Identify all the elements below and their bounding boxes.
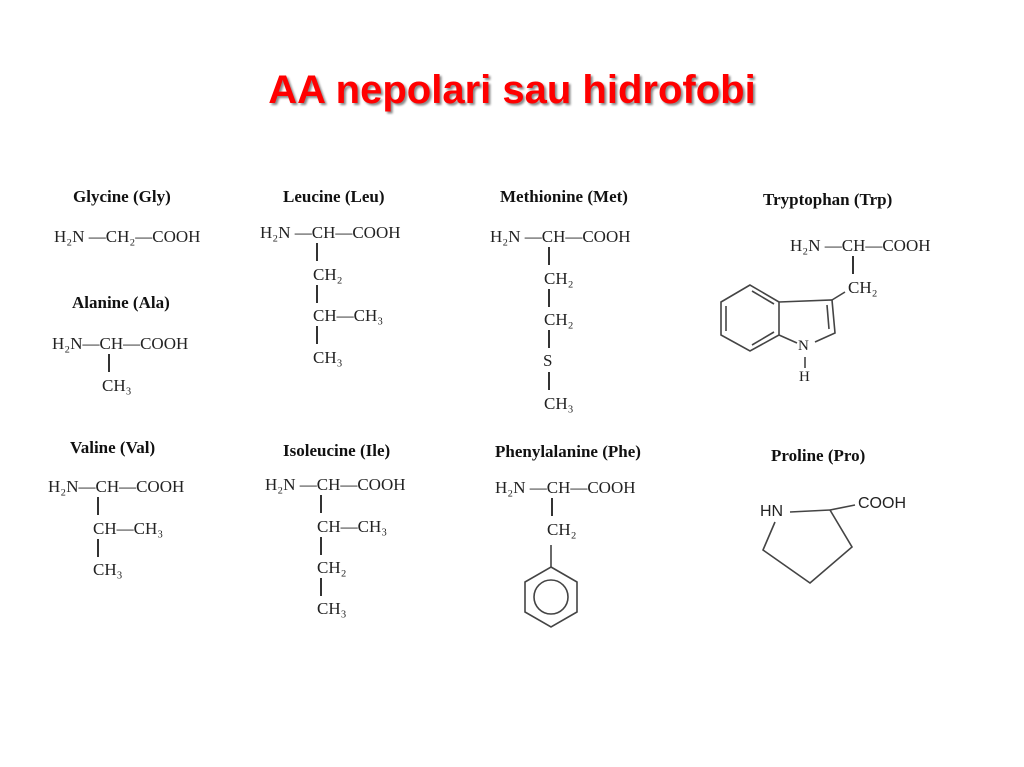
alanine-formula: H₂N—CH—COOH (52, 334, 189, 353)
phenylalanine-name: Phenylalanine (Phe) (495, 442, 641, 461)
bond (320, 578, 322, 596)
bond (97, 539, 99, 557)
proline-cooh: COOH (858, 495, 906, 512)
bond (320, 537, 322, 555)
glycine-formula: H₂N —CH₂—COOH (54, 227, 201, 246)
bond (548, 330, 550, 348)
tryptophan-name: Tryptophan (Trp) (763, 190, 893, 209)
bond (852, 256, 854, 274)
bond (548, 247, 550, 265)
bond (316, 326, 318, 344)
leucine-sidechain-2: CH—CH₃ (313, 306, 384, 325)
slide-title: AA nepolari sau hidrofobi (268, 68, 756, 112)
bond (320, 495, 322, 513)
valine-sidechain-1: CH—CH₃ (93, 519, 164, 538)
indole-ring-icon (721, 285, 845, 368)
isoleucine-formula: H₂N —CH—COOH (265, 475, 406, 494)
benzene-ring-icon (525, 545, 577, 627)
valine-name: Valine (Val) (70, 438, 156, 457)
methionine-sidechain-4: CH₃ (544, 394, 574, 413)
valine-sidechain-2: CH₃ (93, 560, 123, 579)
phenylalanine-formula: H₂N —CH—COOH (495, 478, 636, 497)
methionine-sidechain-2: CH₂ (544, 310, 574, 329)
bond (97, 497, 99, 515)
proline-nh: HN (760, 503, 784, 520)
leucine-sidechain-3: CH₃ (313, 348, 343, 367)
valine-formula: H₂N—CH—COOH (48, 477, 185, 496)
glycine-name: Glycine (Gly) (73, 187, 171, 206)
leucine-sidechain-1: CH₂ (313, 265, 343, 284)
alanine-name: Alanine (Ala) (72, 293, 170, 312)
tryptophan-sidechain-1: CH₂ (848, 278, 878, 297)
methionine-sidechain-3: S (543, 351, 553, 370)
isoleucine-sidechain-1: CH—CH₃ (317, 517, 388, 536)
bond (316, 243, 318, 261)
tryptophan-ring-nitrogen: N (798, 338, 809, 354)
leucine-formula: H₂N —CH—COOH (260, 223, 401, 242)
phenylalanine-sidechain-1: CH₂ (547, 520, 577, 539)
alanine-sidechain: CH₃ (102, 376, 132, 395)
bond (548, 289, 550, 307)
methionine-name: Methionine (Met) (500, 187, 628, 206)
tryptophan-formula: H₂N —CH—COOH (790, 236, 931, 255)
leucine-name: Leucine (Leu) (283, 187, 385, 206)
isoleucine-sidechain-2: CH₂ (317, 558, 347, 577)
methionine-sidechain-1: CH₂ (544, 269, 574, 288)
proline-name: Proline (Pro) (771, 446, 866, 465)
bond (108, 354, 110, 372)
bond (316, 285, 318, 303)
methionine-formula: H₂N —CH—COOH (490, 227, 631, 246)
isoleucine-name: Isoleucine (Ile) (283, 441, 391, 460)
bond (551, 498, 553, 516)
bond (548, 372, 550, 390)
tryptophan-ring-hydrogen: H (799, 369, 810, 385)
isoleucine-sidechain-3: CH₃ (317, 599, 347, 618)
